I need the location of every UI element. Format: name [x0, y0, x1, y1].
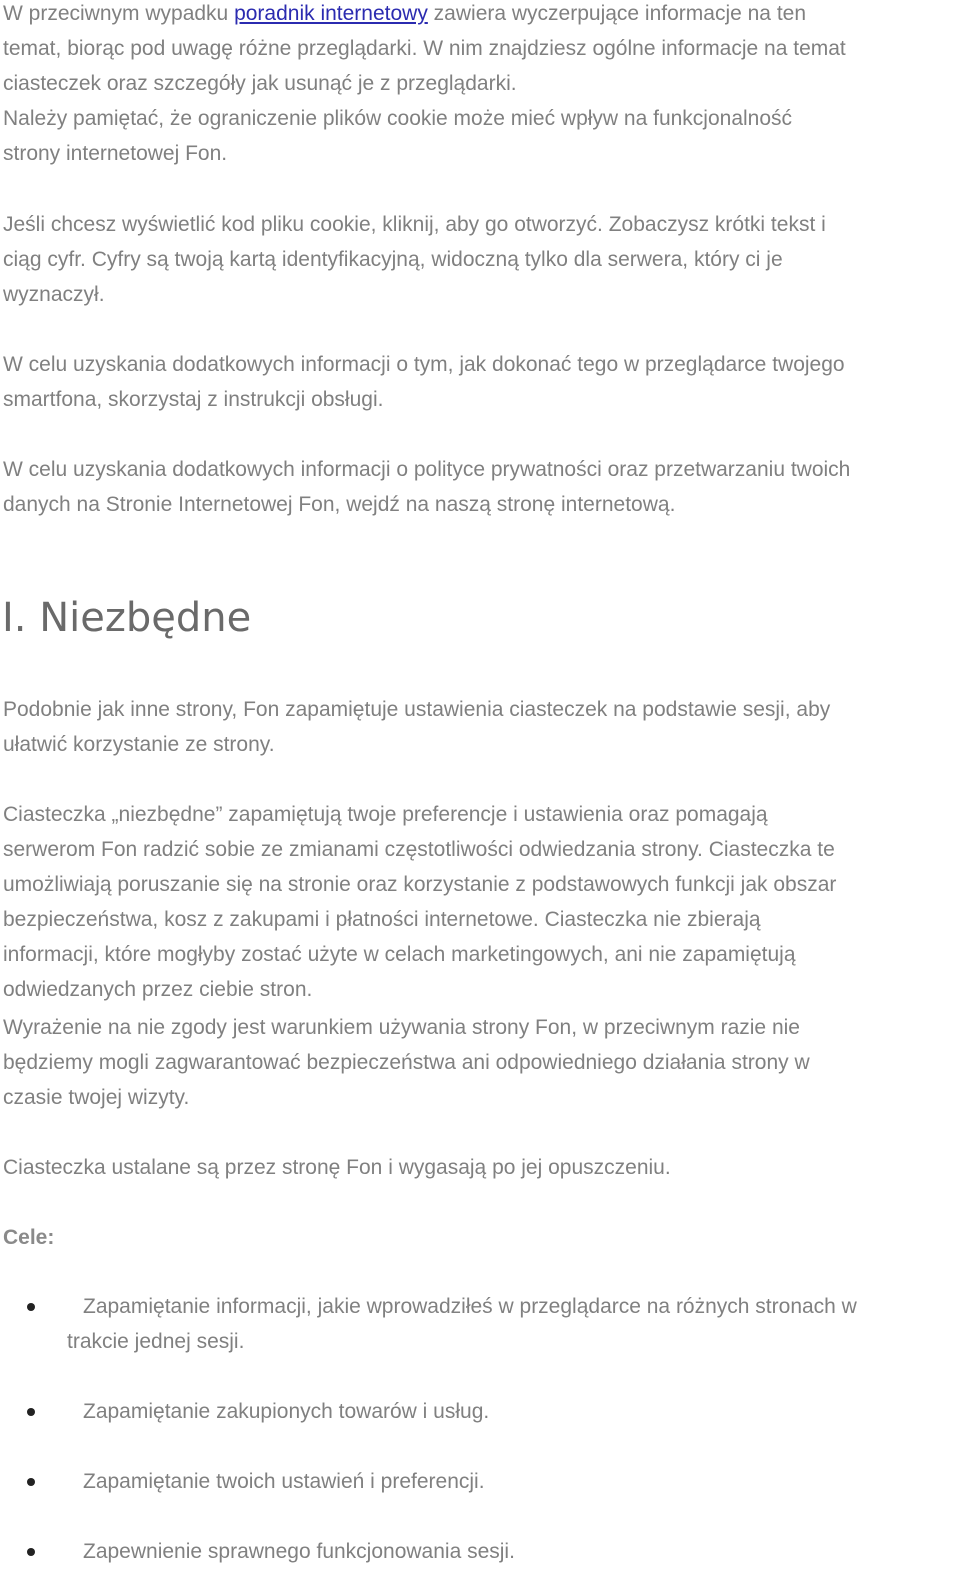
list-item-text: Zapamiętanie informacji, jakie wprowadziłeś w przeglądarce na różnych stronach w [83, 1295, 857, 1318]
bullet-icon [27, 1408, 35, 1416]
text-line: ciąg cyfr. Cyfry są twoją kartą identyfikacyjną, widoczną tylko dla serwera, który ci je [3, 248, 783, 271]
text-line: bezpieczeństwa, kosz z zakupami i płatności internetowe. Ciasteczka nie zbierają [3, 908, 761, 931]
text-line: będziemy mogli zagwarantować bezpieczeństwa ani odpowiedniego działania strony w [3, 1051, 810, 1074]
text-line: Wyrażenie na nie zgody jest warunkiem używania strony Fon, w przeciwnym razie nie [3, 1016, 800, 1039]
text-line: W celu uzyskania dodatkowych informacji o polityce prywatności oraz przetwarzaniu twoich [3, 458, 851, 481]
section-heading: I. Niezbędne [2, 595, 252, 641]
list-item-text: Zapamiętanie twoich ustawień i preferencji. [83, 1470, 485, 1493]
text-line: ułatwić korzystanie ze strony. [3, 733, 275, 756]
bullet-icon [27, 1478, 35, 1486]
goals-label: Cele: [3, 1226, 55, 1249]
text-line: W przeciwnym wypadku poradnik internetowy zawiera wyczerpujące informacje na ten [3, 2, 807, 25]
text-line: W celu uzyskania dodatkowych informacji o tym, jak dokonać tego w przeglądarce twojego [3, 353, 845, 376]
text-line: umożliwiają poruszanie się na stronie oraz korzystanie z podstawowych funkcji jak obszar [3, 873, 837, 896]
session-note: Ciasteczka ustalane są przez stronę Fon i wygasają po jej opuszczeniu. [3, 1156, 671, 1179]
text-line: Jeśli chcesz wyświetlić kod pliku cookie, kliknij, aby go otworzyć. Zobaczysz krótki tekst i [3, 213, 826, 236]
list-item-text: Zapamiętanie zakupionych towarów i usług. [83, 1400, 490, 1423]
text-line: strony internetowej Fon. [3, 142, 228, 165]
text-line: temat, biorąc pod uwagę różne przeglądarki. W nim znajdziesz ogólne informacje na temat [3, 37, 846, 60]
text-line: serwerom Fon radzić sobie ze zmianami częstotliwości odwiedzania strony. Ciasteczka te [3, 838, 835, 861]
text-line: informacji, które mogłyby zostać użyte w celach marketingowych, ani nie zapamiętują [3, 943, 796, 966]
text-line: czasie twojej wizyty. [3, 1086, 190, 1109]
list-item-text: trakcie jednej sesji. [67, 1330, 245, 1353]
bullet-icon [27, 1303, 35, 1311]
guide-link[interactable]: poradnik internetowy [234, 2, 428, 25]
bullet-icon [27, 1548, 35, 1556]
list-item-text: Zapewnienie sprawnego funkcjonowania sesji. [83, 1540, 515, 1563]
text-line: Należy pamiętać, że ograniczenie plików cookie może mieć wpływ na funkcjonalność [3, 107, 793, 130]
text-line: smartfona, skorzystaj z instrukcji obsługi. [3, 388, 384, 411]
text-line: ciasteczek oraz szczegóły jak usunąć je z przeglądarki. [3, 72, 517, 95]
text-line: danych na Stronie Internetowej Fon, wejdź na naszą stronę internetową. [3, 493, 676, 516]
text-line: Ciasteczka „niezbędne” zapamiętują twoje preferencje i ustawienia oraz pomagają [3, 803, 768, 826]
text-line: Podobnie jak inne strony, Fon zapamiętuje ustawienia ciasteczek na podstawie sesji, aby [3, 698, 831, 721]
text-line: wyznaczył. [3, 283, 105, 306]
text-line: odwiedzanych przez ciebie stron. [3, 978, 313, 1001]
